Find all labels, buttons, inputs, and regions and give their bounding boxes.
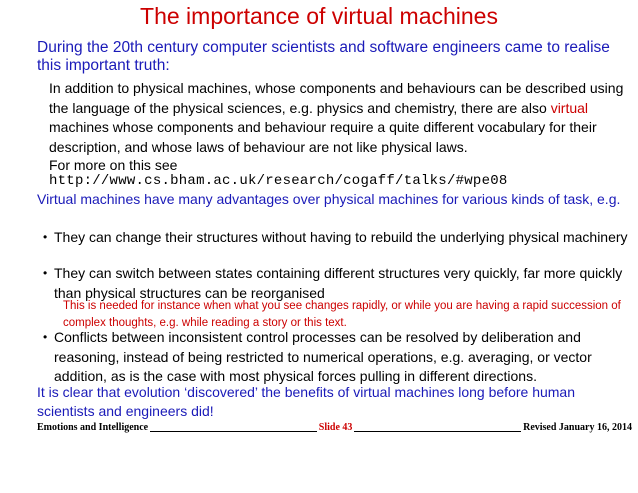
advantages-intro: Virtual machines have many advantages over physical machines for various kinds of task, e.g. bbox=[37, 191, 621, 207]
slide-number: Slide 43 bbox=[318, 422, 353, 433]
quote-part-1: In addition to physical machines, whose components and behaviours can be described using the language of the physical sciences, e.g. physics and chemistry, there are also bbox=[49, 80, 624, 116]
bullet-item bbox=[43, 228, 633, 248]
bullet-item bbox=[43, 328, 633, 387]
footer-divider bbox=[150, 425, 317, 432]
footer-left-text: Emotions and Intelligence bbox=[37, 422, 149, 433]
quote-part-2: machines whose components and behaviour require a quite different vocabulary for their description, and whose laws of behaviour are not like physical laws. bbox=[49, 119, 597, 155]
slide-footer bbox=[37, 421, 632, 435]
note-text: This is needed for instance when what you see changes rapidly, or while you are having a rapid succession of complex thoughts, e.g. while reading a story or this text. bbox=[63, 300, 621, 329]
conclusion-paragraph: It is clear that evolution ‘discovered’ the benefits of virtual machines long before human scientists and engineers did! bbox=[37, 384, 576, 419]
bullet-dot-icon: • bbox=[43, 330, 48, 344]
reference-url: http://www.cs.bham.ac.uk/research/cogaff/talks/#wpe08 bbox=[49, 173, 508, 189]
footer-right-text: Revised January 16, 2014 bbox=[523, 422, 632, 433]
footer-divider bbox=[354, 425, 521, 432]
slide-title: The importance of virtual machines bbox=[140, 3, 498, 29]
bullet-text: They can switch between states containing different structures very quickly, far more quickly than physical structures can be reorganised bbox=[54, 265, 623, 301]
bullet-text: Conflicts between inconsistent control processes can be resolved by deliberation and reasoning, instead of being restricted to numerical operations, e.g. averaging, or vector addition, as is the case with most physical forces pulling in different directions. bbox=[54, 329, 592, 384]
bullet-dot-icon: • bbox=[43, 266, 48, 280]
virtual-word: virtual bbox=[550, 99, 589, 116]
intro-paragraph: During the 20th century computer scientists and software engineers came to realise this important truth: bbox=[37, 39, 610, 74]
bullet-text: They can change their structures without having to rebuild the underlying physical machinery bbox=[54, 229, 628, 245]
more-info-text: For more on this see bbox=[49, 157, 178, 173]
bullet-dot-icon: • bbox=[43, 230, 48, 244]
quote-paragraph bbox=[49, 79, 634, 157]
